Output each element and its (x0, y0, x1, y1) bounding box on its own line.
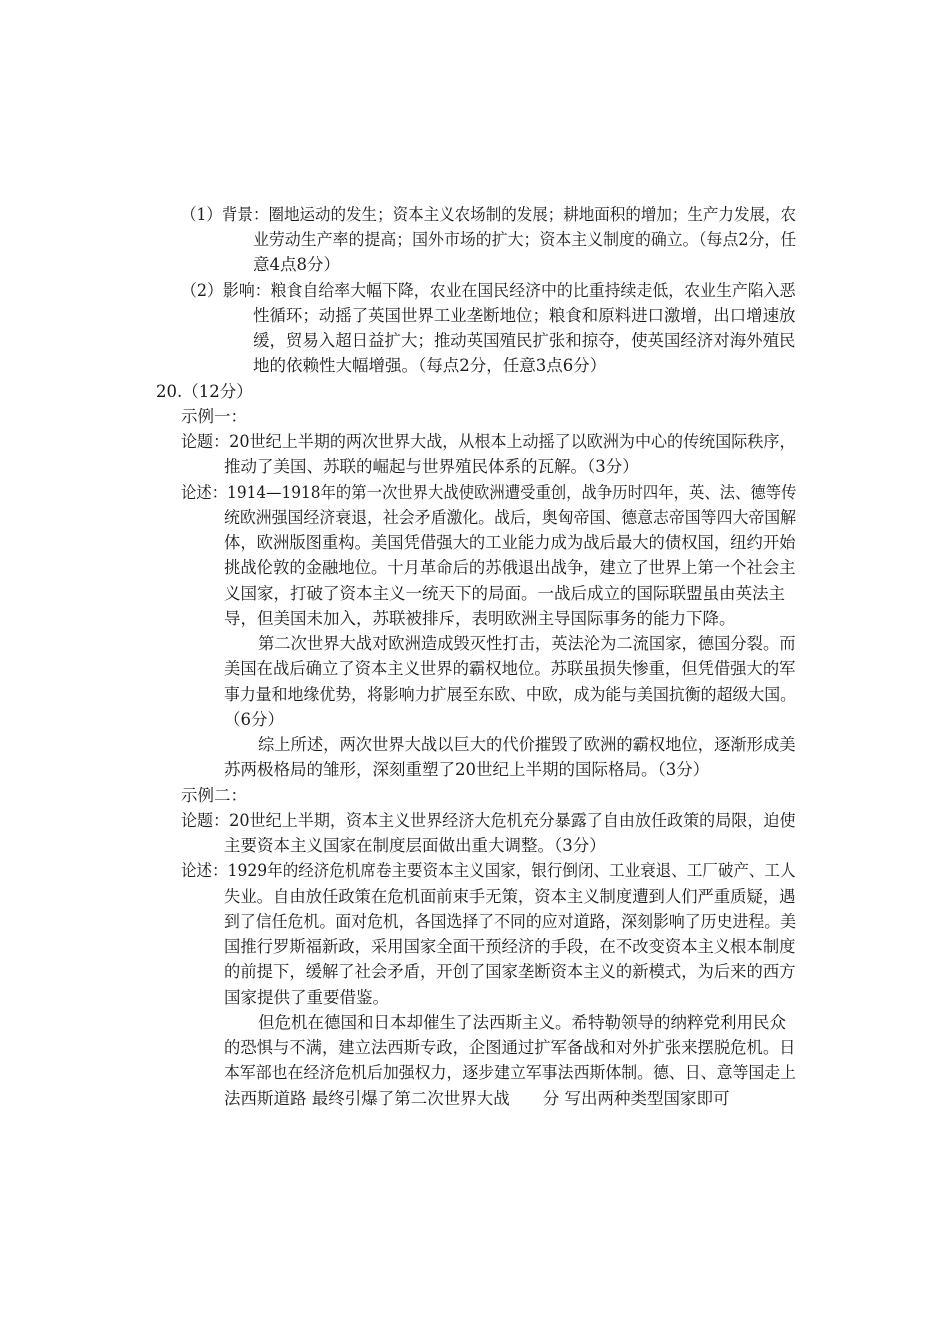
q19-impact-line-4: 地的依赖性大幅增强。（每点2分，任意3点6分） (253, 356, 607, 375)
example1-argument-line-4: 挑战伦敦的金融地位。十月革命后的苏俄退出战争，建立了世界上第一个社会主 (224, 558, 796, 577)
q19-background-line-1: （1）背景：圈地运动的发生；资本主义农场制的发展；耕地面积的增加；生产力发展，农 (181, 205, 797, 224)
example1-argument-line-2: 统欧洲强国经济衰退，社会矛盾激化。战后，奥匈帝国、德意志帝国等四大帝国解 (224, 508, 797, 527)
example1-thesis-line-1: 论题：20世纪上半期的两次世界大战，从根本上动摇了以欧洲为中心的传统国际秩序， (181, 432, 796, 451)
example1-argument-line-10: （6分） (224, 710, 284, 729)
example1-thesis-line-2: 推动了美国、苏联的崛起与世界殖民体系的瓦解。（3分） (224, 457, 639, 476)
example1-argument-line-8: 美国在战后确立了资本主义世界的霸权地位。苏联虽损失惨重，但凭借强大的军 (224, 659, 796, 678)
example2-argument-line-6: 国家提供了重要借鉴。 (224, 988, 389, 1007)
example2-argument-line-7: 但危机在德国和日本却催生了法西斯主义。希特勒领导的纳粹党利用民众 (258, 1013, 786, 1032)
example2-thesis-line-2: 主要资本主义国家在制度层面做出重大调整。（3分） (224, 836, 606, 855)
example2-argument-line-8: 的恐惧与不满，建立法西斯专政，企图通过扩军备战和对外扩张来摆脱危机。日 (224, 1038, 796, 1057)
example2-argument-line-4: 国推行罗斯福新政，采用国家全面干预经济的手段，在不改变资本主义根本制度 (224, 937, 796, 956)
q20-header: 20.（12分） (156, 382, 253, 401)
example1-argument-line-5: 义国家，打破了资本主义一统天下的局面。一战后成立的国际联盟虽由英法主 (224, 584, 785, 603)
example2-argument-line-9: 本军部也在经济危机后加强权力，逐步建立军事法西斯体制。德、日、意等国走上 (224, 1063, 797, 1082)
q19-impact-line-1: （2）影响：粮食自给率大幅下降，农业在国民经济中的比重持续走低，农业生产陷入恶 (181, 281, 796, 300)
example1-argument-line-7: 第二次世界大战对欧洲造成毁灭性打击，英法沦为二流国家，德国分裂。而 (258, 634, 796, 653)
example1-argument-line-6: 导，但美国未加入，苏联被排斥，表明欧洲主导国际事务的能力下降。 (224, 609, 736, 628)
example2-label: 示例二： (181, 786, 247, 805)
example1-argument-line-1: 论述：1914—1918年的第一次世界大战使欧洲遭受重创，战争历时四年，英、法、德等传 (181, 483, 797, 502)
example1-argument-line-9: 事力量和地缘优势，将影响力扩展至东欧、中欧，成为能与美国抗衡的超级大国。 (224, 685, 797, 704)
q19-background-line-3: 意4点8分） (253, 255, 340, 274)
example2-argument-line-2: 失业。自由放任政策在危机面前束手无策，资本主义制度遭到人们严重质疑，遇 (224, 887, 796, 906)
example1-argument-line-12: 苏两极格局的雏形，深刻重塑了20世纪上半期的国际格局。（3分） (224, 760, 710, 779)
example2-argument-line-10: 法西斯道路 最终引爆了第二次世界大战 分 写出两种类型国家即可 (224, 1089, 730, 1108)
q19-impact-line-3: 缓，贸易入超日益扩大；推动英国殖民扩张和掠夺，使英国经济对海外殖民 (253, 331, 796, 350)
example2-argument-line-5: 的前提下，缓解了社会矛盾，开创了国家垄断资本主义的新模式，为后来的西方 (224, 962, 796, 981)
example2-argument-line-1: 论述：1929年的经济危机席卷主要资本主义国家，银行倒闭、工业衰退、工厂破产、工人 (181, 861, 796, 880)
example2-argument-line-3: 到了信任危机。面对危机，各国选择了不同的应对道路，深刻影响了历史进程。美 (224, 912, 797, 931)
q19-impact-line-2: 性循环；动摇了英国世界工业垄断地位；粮食和原料进口激增，出口增速放 (253, 306, 796, 325)
example1-argument-line-3: 体，欧洲版图重构。美国凭借强大的工业能力成为战后最大的债权国，纽约开始 (224, 533, 796, 552)
example1-argument-line-11: 综上所述，两次世界大战以巨大的代价摧毁了欧洲的霸权地位，逐渐形成美 (258, 735, 796, 754)
example1-label: 示例一： (181, 407, 247, 426)
example2-thesis-line-1: 论题：20世纪上半期，资本主义世界经济大危机充分暴露了自由放任政策的局限，迫使 (181, 811, 796, 830)
q19-background-line-2: 业劳动生产率的提高；国外市场的扩大；资本主义制度的确立。（每点2分，任 (253, 230, 797, 249)
